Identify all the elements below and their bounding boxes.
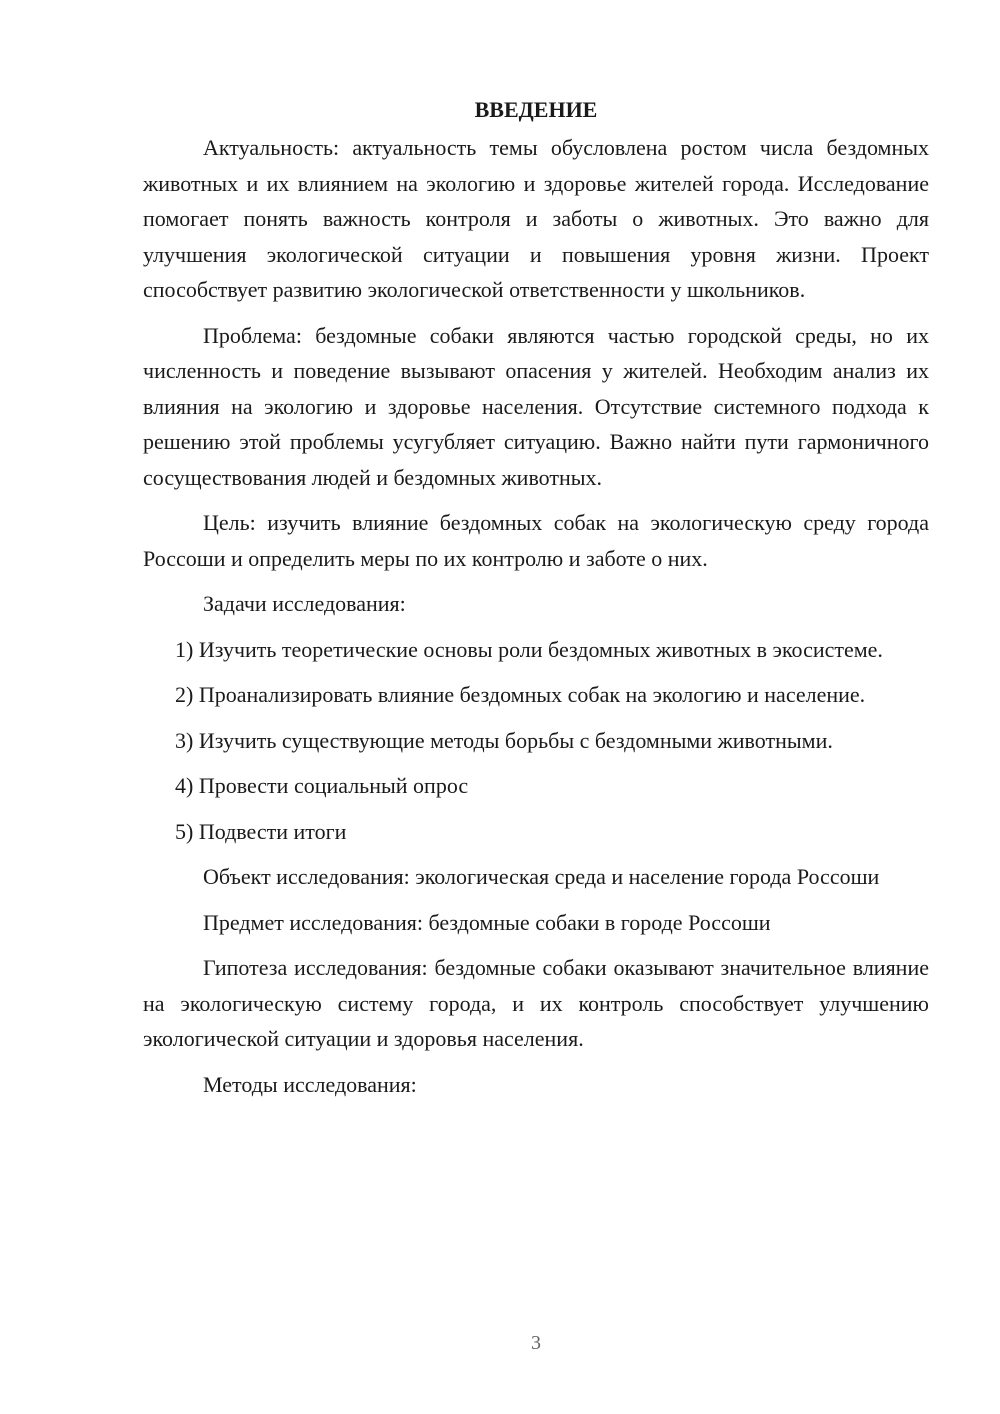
page-number: 3 [531, 1332, 541, 1354]
methods-heading: Методы исследования: [203, 1071, 417, 1097]
paragraph-relevance: Актуальность: актуальность темы обусловлена ростом числа бездомных животных и их влиянием на экологию и здоровье жителей города. Исследование помогает понять важность контроля и заботы о животных. Это важно для улучшения экологической ситуации и повышения уровня жизни. Проект способствует развитию экологической ответственности у школьников. [143, 135, 929, 302]
list-item: 3) Изучить существующие методы борьбы с бездомными животными. [175, 727, 833, 753]
paragraph-object: Объект исследования: экологическая среда и население города Россоши [203, 864, 880, 889]
paragraph-hypothesis: Гипотеза исследования: бездомные собаки оказывают значительное влияние на экологическую систему города, и их контроль способствует улучшению экологической ситуации и здоровья населения. [143, 955, 929, 1051]
paragraph-problem: Проблема: бездомные собаки являются частью городской среды, но их численность и поведение вызывают опасения у жителей. Необходим анализ их влияния на экологию и здоровье населения. Отсутствие системного подхода к решению этой проблемы усугубляет ситуацию. Важно найти пути гармоничного сосуществования людей и бездомных животных. [143, 322, 929, 490]
list-item: 1) Изучить теоретические основы роли бездомных животных в экосистеме. [175, 636, 883, 662]
tasks-list [143, 632, 929, 850]
paragraph-goal: Цель: изучить влияние бездомных собак на экологическую среду города Россоши и определить меры по их контролю и заботе о них. [143, 510, 929, 571]
tasks-heading: Задачи исследования: [203, 591, 406, 616]
page-title: ВВЕДЕНИЕ [474, 97, 598, 122]
document-page [143, 92, 929, 1112]
list-item: 4) Провести социальный опрос [175, 773, 469, 798]
list-item: 5) Подвести итоги [175, 818, 347, 844]
list-item: 2) Проанализировать влияние бездомных собак на экологию и население. [175, 682, 866, 707]
paragraph-subject: Предмет исследования: бездомные собаки в городе Россоши [203, 909, 771, 935]
